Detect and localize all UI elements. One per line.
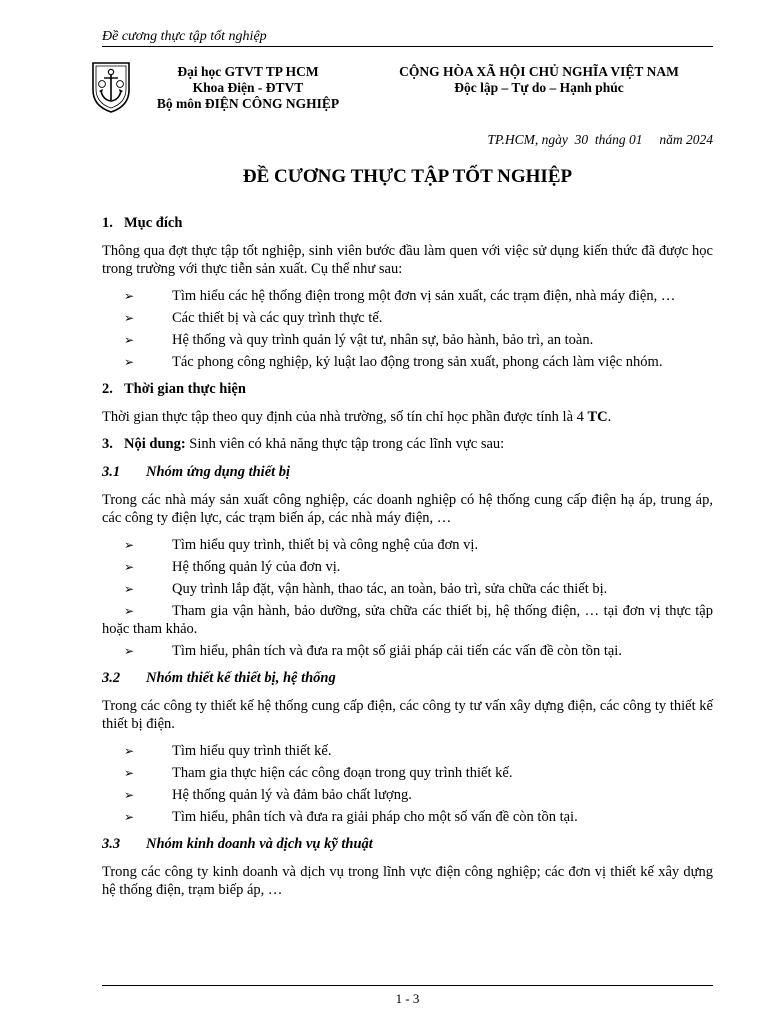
faculty-name: Khoa Điện - ĐTVT xyxy=(192,80,304,95)
subsection-3-3-heading xyxy=(102,835,713,853)
list-item: ➢ Hệ thống quản lý và đảm bảo chất lượng. xyxy=(102,786,713,804)
arrowhead-bullet-icon: ➢ xyxy=(124,333,135,347)
subsection-3-2-heading xyxy=(102,669,713,687)
arrowhead-bullet-icon: ➢ xyxy=(124,538,135,552)
subsection-title: Nhóm kinh doanh và dịch vụ kỹ thuật xyxy=(146,836,373,852)
section-title: Mục đích xyxy=(124,215,183,231)
list-item: ➢ Tìm hiểu quy trình, thiết bị và công nghệ của đơn vị. xyxy=(102,536,713,554)
subsection-3-1-paragraph: Trong các nhà máy sản xuất công nghiệp, các doanh nghiệp có hệ thống cung cấp điện hạ áp, trung áp, các công ty điện lực, các trạm biến áp, các nhà máy điện, … xyxy=(102,492,713,526)
arrowhead-bullet-icon: ➢ xyxy=(124,582,135,596)
university-name: Đại học GTVT TP HCM xyxy=(177,64,319,79)
date-line: TP.HCM, ngày 30 tháng 01 năm 2024 xyxy=(487,132,713,147)
list-item: ➢ Tìm hiểu, phân tích và đưa ra một số giải pháp cải tiến các vấn đề còn tồn tại. xyxy=(102,642,713,660)
section-1-list xyxy=(102,287,713,371)
subsection-3-3-paragraph: Trong các công ty kinh doanh và dịch vụ trong lĩnh vực điện công nghiệp; các đơn vị thiết kế xây dựng hệ thống điện, trạm biếp áp, … xyxy=(102,864,713,898)
list-item: ➢ Tác phong công nghiệp, kỷ luật lao động trong sản xuất, phong cách làm việc nhóm. xyxy=(102,353,713,371)
subsection-number: 3.1 xyxy=(102,464,121,480)
subsection-3-2-list xyxy=(102,742,713,826)
header-divider xyxy=(102,46,713,47)
section-2-paragraph: Thời gian thực tập theo quy định của nhà trường, số tín chỉ học phần được tính là 4 TC. xyxy=(102,409,612,425)
section-3-heading xyxy=(102,435,713,453)
document-page xyxy=(102,0,713,1024)
arrowhead-bullet-icon: ➢ xyxy=(124,810,135,824)
arrowhead-bullet-icon: ➢ xyxy=(124,744,135,758)
list-item: ➢ Quy trình lắp đặt, vận hành, thao tác, an toàn, bảo trì, sửa chữa các thiết bị. xyxy=(102,580,713,598)
document-title: ĐỀ CƯƠNG THỰC TẬP TỐT NGHIỆP xyxy=(242,166,573,187)
list-item: ➢ Tìm hiểu các hệ thống điện trong một đơn vị sản xuất, các trạm điện, nhà máy điện, … xyxy=(102,287,713,305)
arrowhead-bullet-icon: ➢ xyxy=(124,788,135,802)
list-item: ➢ Hệ thống quản lý của đơn vị. xyxy=(102,558,713,576)
subsection-3-2-paragraph: Trong các công ty thiết kế hệ thống cung cấp điện, các công ty tư vấn xây dựng điện, các công ty thiết kế thiết bị điện. xyxy=(102,698,713,732)
section-2-heading xyxy=(102,380,713,398)
subsection-3-1-heading xyxy=(102,463,713,481)
section-title: Thời gian thực hiện xyxy=(124,381,246,397)
section-number: 2. xyxy=(102,381,113,397)
nation-name: CỘNG HÒA XÃ HỘI CHỦ NGHĨA VIỆT NAM xyxy=(399,64,679,79)
section-number: 1. xyxy=(102,215,113,231)
university-block xyxy=(148,64,348,112)
page-number: 1 - 3 xyxy=(395,991,420,1006)
nation-motto: Độc lập – Tự do – Hạnh phúc xyxy=(454,80,624,95)
list-item: ➢ Tham gia thực hiện các công đoạn trong quy trình thiết kế. xyxy=(102,764,713,782)
subsection-number: 3.2 xyxy=(102,670,121,686)
subsection-number: 3.3 xyxy=(102,836,121,852)
section-intro: Sinh viên có khả năng thực tập trong các lĩnh vực sau: xyxy=(185,436,505,452)
department-name: Bộ môn ĐIỆN CÔNG NGHIỆP xyxy=(156,96,340,111)
list-item: ➢ Tìm hiểu quy trình thiết kế. xyxy=(102,742,713,760)
list-item: ➢ Các thiết bị và các quy trình thực tế. xyxy=(102,309,713,327)
credit-unit: TC xyxy=(587,409,608,425)
arrowhead-bullet-icon: ➢ xyxy=(124,604,135,618)
arrowhead-bullet-icon: ➢ xyxy=(124,355,135,369)
anchor-emblem-icon xyxy=(90,60,132,114)
section-number: 3. xyxy=(102,436,113,452)
list-item: ➢ Tìm hiểu, phân tích và đưa ra giải pháp cho một số vấn đề còn tồn tại. xyxy=(102,808,713,826)
running-header: Đề cương thực tập tốt nghiệp xyxy=(102,29,267,44)
section-title: Nội dung: xyxy=(124,436,186,452)
subsection-title: Nhóm thiết kế thiết bị, hệ thống xyxy=(146,670,336,686)
arrowhead-bullet-icon: ➢ xyxy=(124,560,135,574)
nation-block xyxy=(384,64,694,96)
document-body xyxy=(102,214,713,908)
arrowhead-bullet-icon: ➢ xyxy=(124,311,135,325)
section-1-heading xyxy=(102,214,713,232)
section-1-paragraph: Thông qua đợt thực tập tốt nghiệp, sinh viên bước đầu làm quen với việc sử dụng kiến thức đã được học trong trường với thực tiễn sản xuất. Cụ thể như sau: xyxy=(102,243,713,277)
list-item: ➢ Tham gia vận hành, bảo dưỡng, sửa chữa các thiết bị, hệ thống điện, … tại đơn vị thực tập hoặc tham khảo. xyxy=(102,603,713,637)
arrowhead-bullet-icon: ➢ xyxy=(124,766,135,780)
list-item: ➢ Hệ thống và quy trình quản lý vật tư, nhân sự, bảo hành, bảo trì, an toàn. xyxy=(102,331,713,349)
arrowhead-bullet-icon: ➢ xyxy=(124,644,135,658)
arrowhead-bullet-icon: ➢ xyxy=(124,289,135,303)
subsection-3-1-list xyxy=(102,536,713,660)
subsection-title: Nhóm ứng dụng thiết bị xyxy=(146,464,291,480)
footer-divider xyxy=(102,985,713,986)
